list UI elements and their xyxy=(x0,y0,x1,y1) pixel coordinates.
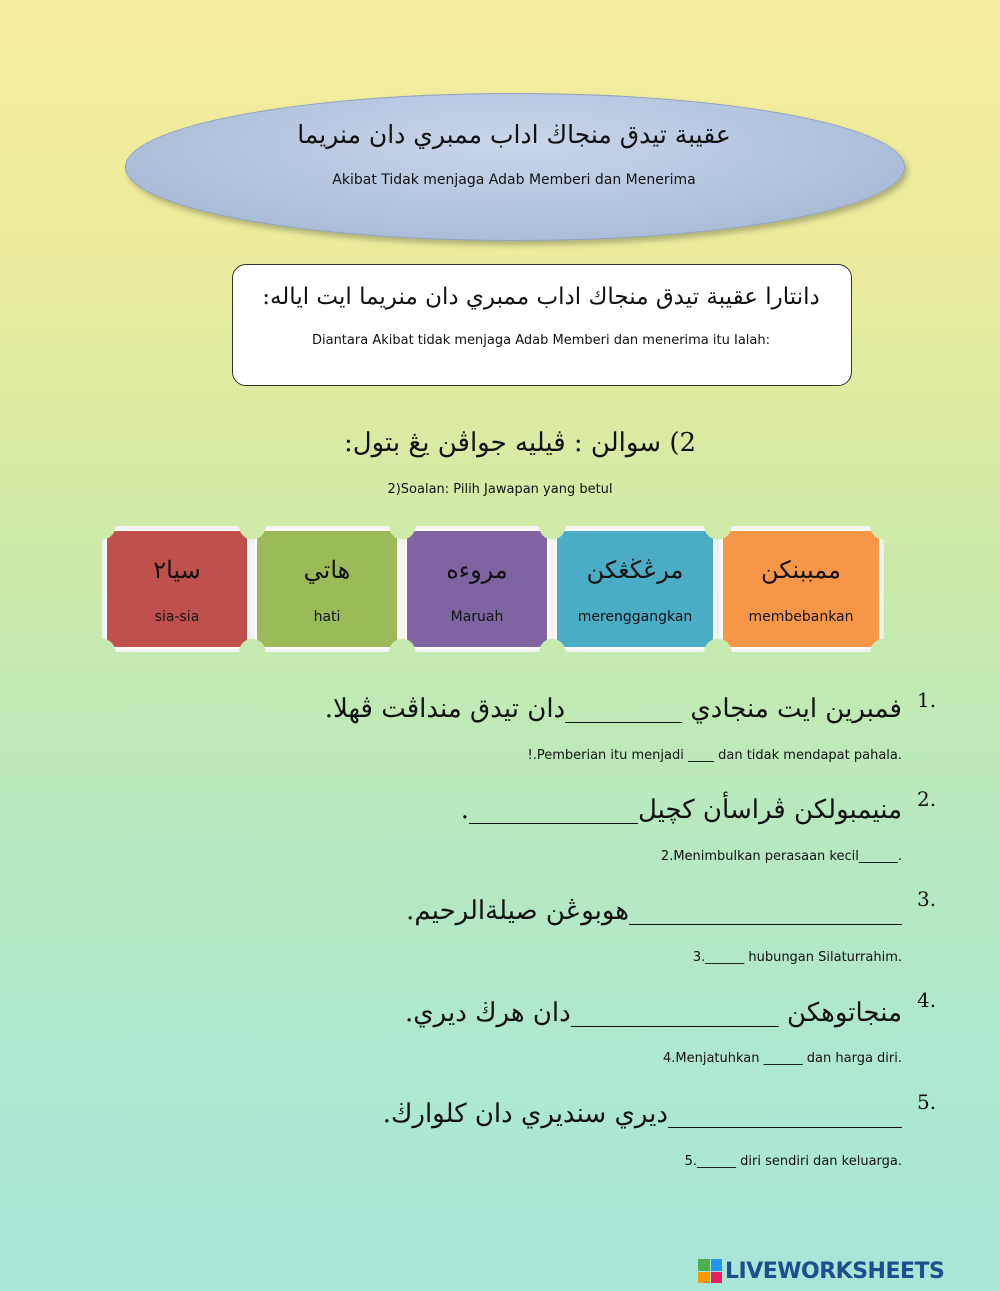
item-number: 5. xyxy=(917,1090,937,1114)
answer-card-hati[interactable] xyxy=(252,526,402,652)
card-arabic: ممببنكن xyxy=(761,556,841,584)
card-background xyxy=(402,526,552,652)
item-malay: 2.Menimbulkan perasaan kecil______. xyxy=(660,849,902,864)
title-malay: Akibat Tidak menjaga Adab Memberi dan Menerima xyxy=(332,172,696,188)
title-arabic: عقيبة تيدق منجاڬ اداب ممبري دان منريما xyxy=(297,120,731,149)
card-malay: Maruah xyxy=(450,609,504,625)
card-malay: membebankan xyxy=(748,609,854,625)
brand-name: LIVEWORKSHEETS xyxy=(725,1258,945,1284)
card-arabic: سيا٢ xyxy=(153,556,201,584)
answer-card-membebankan[interactable] xyxy=(718,526,884,652)
card-arabic: مروءه xyxy=(446,556,508,584)
title-banner xyxy=(125,93,905,241)
answer-card-merenggangkan[interactable] xyxy=(552,526,718,652)
item-number: 2. xyxy=(917,787,937,811)
question-arabic: 2) سوالن : ڤيليه جواڤن يڠ بتول: xyxy=(343,428,697,458)
item-number: 1. xyxy=(917,688,937,712)
item-number: 4. xyxy=(917,988,937,1012)
item-malay: 3.______ hubungan Silaturrahim. xyxy=(692,950,902,965)
item-arabic: فمبرين ايت منجادي _________دان تيدق منداڤت ڤهلا. xyxy=(324,694,902,724)
item-arabic: __________________ديري سنديري دان كلوارڬ. xyxy=(382,1099,902,1129)
card-malay: merenggangkan xyxy=(577,609,693,625)
card-background xyxy=(718,526,884,652)
card-background xyxy=(102,526,252,652)
card-background xyxy=(552,526,718,652)
item-malay: !.Pemberian itu menjadi ____ dan tidak mendapat pahala. xyxy=(527,748,902,763)
card-malay: hati xyxy=(313,609,341,625)
item-number: 3. xyxy=(917,887,937,911)
intro-box xyxy=(232,264,852,386)
item-arabic: منيمبولكن ڤراسأن كچيل_____________. xyxy=(460,795,902,825)
item-arabic: منجاتوهكن ________________دان هرڬ ديري. xyxy=(405,998,902,1028)
logo-squares-icon xyxy=(698,1259,722,1283)
question-malay: 2)Soalan: Pilih Jawapan yang betul xyxy=(387,482,613,497)
item-malay: 5.______ diri sendiri dan keluarga. xyxy=(684,1154,902,1169)
item-malay: 4.Menjatuhkan ______ dan harga diri. xyxy=(663,1051,902,1066)
intro-arabic: دانتارا عقيبة تيدق منجاك اداب ممبري دان منريما ايت اياله: xyxy=(262,284,820,310)
card-arabic: مرڠڬڠكن xyxy=(586,556,684,584)
answer-card-sia-sia[interactable] xyxy=(102,526,252,652)
answer-card-maruah[interactable] xyxy=(402,526,552,652)
liveworksheets-logo[interactable] xyxy=(698,1257,944,1285)
card-malay: sia-sia xyxy=(154,609,200,625)
card-arabic: هاتي xyxy=(303,556,351,584)
item-arabic: _____________________هوبوڠن صيلةالرحيم. xyxy=(406,896,902,926)
card-background xyxy=(252,526,402,652)
intro-malay: Diantara Akibat tidak menjaga Adab Memberi dan menerima itu Ialah: xyxy=(311,333,770,348)
